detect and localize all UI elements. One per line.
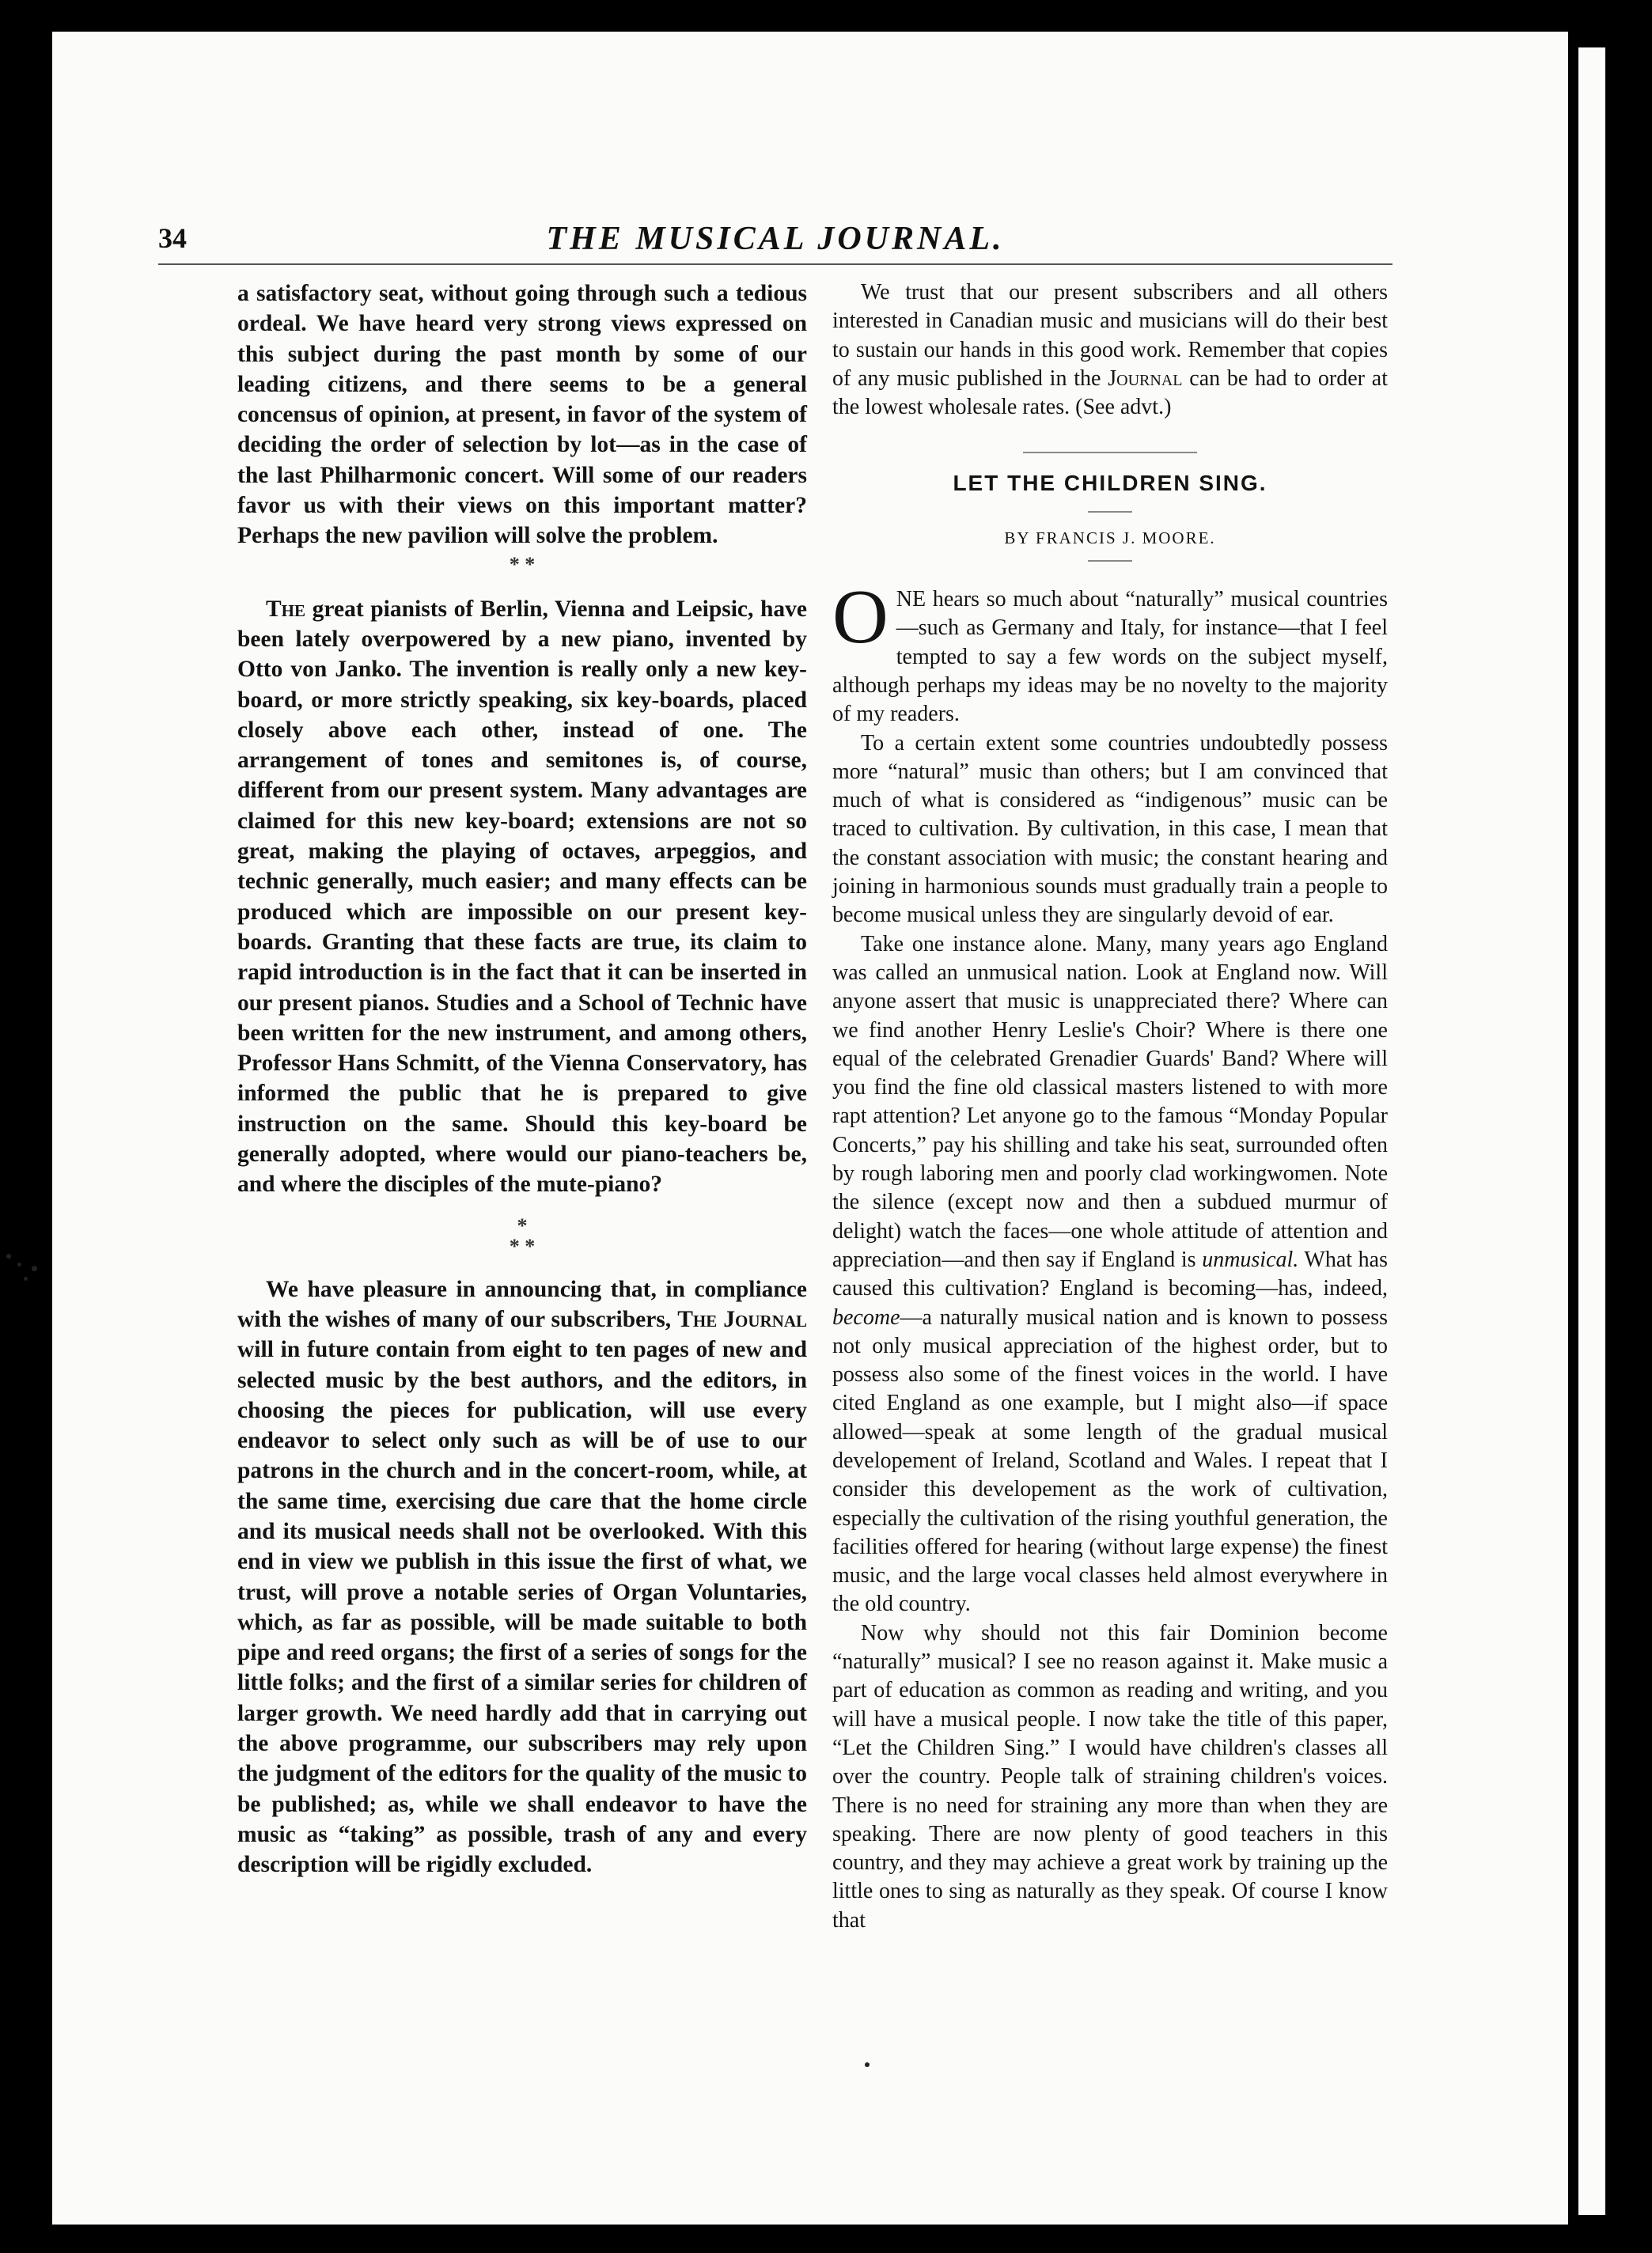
emphasis-unmusical: unmusical. bbox=[1202, 1247, 1299, 1272]
scan-speck bbox=[32, 1266, 37, 1271]
paragraph-janko-piano bbox=[237, 594, 807, 1200]
adjacent-page-edge bbox=[1578, 47, 1605, 2215]
paragraph-announcement bbox=[237, 1274, 807, 1880]
article-paragraph-3 bbox=[832, 930, 1388, 1619]
subscribers-start: We trust that our present subscribers and all others interested in Canadian music and musicians will do their best to sustain our hands in this good work. Remember that copies of any music published in the bbox=[832, 280, 1388, 391]
opening-caps: NE bbox=[896, 587, 926, 612]
scan-speck bbox=[17, 1263, 21, 1267]
section-asterisks: * * bbox=[509, 552, 536, 576]
paragraph-subscribers bbox=[832, 278, 1388, 422]
article-paragraph-4: Now why should not this fair Dominion become “naturally” musical? I see no reason against it. Make music a part of education as common as reading and writing, and you will have a musical people. I now take the title of this paper, “Let the Children Sing.” I would have children's classes all over the country. People talk of straining children's voices. There is no need for straining any more than when they are speaking. There are now plenty of good teachers in this country, and they may achieve a great work by training up the little ones to sing as naturally as they speak. Of course I know that bbox=[832, 1620, 1388, 1933]
paragraph-lead-word: The bbox=[266, 596, 306, 622]
paragraph-3-part-a: Take one instance alone. Many, many years ago England was called an unmusical nation. Look at England now. Will anyone assert that music is unappreciated there? Where can we find another Henry Leslie's Choir? Where is there one equal of the celebrated Grenadier Guards' Band? Where will you find the fine old classical masters listened to with more rapt attention? Let anyone go to the famous “Monday Popular Concerts,” pay his shilling and take his seat, surrounded often by rough laboring men and poorly clad workingwomen. Note the silence (except now and then a subdued murmur of delight) watch the faces—one whole attitude of attention and appreciation—and then say if England is bbox=[832, 931, 1388, 1272]
paragraph-3-part-c: —a naturally musical nation and is known to possess not only musical appreciation of the highest order, but to possess also some of the finest voices in the world. I have cited England as one example, but I might also—if space allowed—speak at some length of the gradual musical developement of Ireland, Scotland and Wales. I repeat that I consider this developement as the work of cultivation, especially the cultivation of the rising youthful generation, the facilities offered for hearing (without large expense) the finest music, and the large vocal classes held almost everywhere in the old country. bbox=[832, 1304, 1388, 1617]
journal-name-right: Journal bbox=[1108, 365, 1183, 391]
right-column bbox=[832, 278, 1388, 1935]
journal-title: THE MUSICAL JOURNAL. bbox=[546, 221, 1005, 257]
article-paragraph-1 bbox=[832, 574, 1388, 729]
left-column bbox=[237, 278, 807, 1880]
header-rule bbox=[158, 263, 1392, 265]
divider-rule bbox=[1023, 452, 1197, 453]
emphasis-become: become bbox=[832, 1304, 900, 1330]
asterism-bottom: * * bbox=[509, 1234, 536, 1258]
journal-name: The Journal bbox=[677, 1306, 807, 1332]
section-asterisks-2 bbox=[237, 1216, 807, 1257]
asterism-top: * bbox=[517, 1214, 528, 1237]
title-rule bbox=[1088, 511, 1132, 513]
scan-speck bbox=[6, 1254, 11, 1259]
paragraph-3-part-b: What has caused this cultivation? England is becoming—has, indeed, bbox=[832, 1247, 1389, 1301]
paragraph-janko-text: great pianists of Berlin, Vienna and Leipsic, have been lately overpowered by a new piano, invented by Otto von Janko. The invention is really only a new key-board, or more strictly speaking, six key-boards, placed closely above each other, instead of one. The arrangement of tones and semitones is, of course, different from our present system. Many advantages are claimed for this new key-board; extensions are not so great, making the playing of octaves, arpeggios, and technic generally, much easier; and many effects can be produced which are impossible on our present key-boards. Granting that these facts are true, its claim to rapid introduction is in the fact that it can be inserted in our present pianos. Studies and a School of Technic have been written for the new instrument, and among others, Professor Hans Schmitt, of the Vienna Conservatory, has informed the public that he is prepared to give instruction on the same. Should this key-board be generally adopted, where would our piano-teachers be, and where the disciples of the mute-piano? bbox=[237, 596, 807, 1198]
page-header bbox=[158, 214, 1392, 261]
page-number: 34 bbox=[158, 222, 187, 254]
byline-rule bbox=[1088, 560, 1132, 562]
announcement-rest: will in future contain from eight to ten pages of new and selected music by the best authors, and the editors, in choosing the pieces for publication, will use every endeavor to select only such as will be of use to our patrons in the church and in the concert-room, while, at the same time, exercising due care that the home circle and its musical needs shall not be overlooked. With this end in view we publish in this issue the first of what, we trust, will prove a notable series of Organ Voluntaries, which, as far as possible, will be made suitable to both pipe and reed organs; the first of a series of songs for the little folks; and the first of a similar series for children of larger growth. We need hardly add that in carrying out the above programme, our subscribers may rely upon the judgment of the editors for the quality of the music to be published; as, while we shall endeavor to have the music as “taking” as possible, trash of any and every description will be rigidly excluded. bbox=[237, 1337, 807, 1878]
scan-speck bbox=[24, 1277, 28, 1281]
announcement-start: We have pleasure in announcing that, in compliance with the wishes of many of our subscribers, bbox=[237, 1276, 807, 1332]
article-paragraph-1-text: hears so much about “naturally” musical countries—such as Germany and Italy, for instance—that I feel tempted to say a few words on the subject myself, although perhaps my ideas may be no novelty to the majority of my readers. bbox=[832, 587, 1388, 727]
article-title: LET THE CHILDREN SING. bbox=[953, 471, 1267, 496]
drop-cap: O bbox=[832, 574, 889, 661]
paragraph-seating: a satisfactory seat, without going through such a tedious ordeal. We have heard very strong views expressed on this subject during the past month by some of our leading citizens, and there seems to be a general concensus of opinion, at present, in favor of the system of deciding the order of selection by lot—as in the case of the last Philharmonic concert. Will some of our readers favor us with their views on this important matter? Perhaps the new pavilion will solve the problem. bbox=[237, 281, 807, 549]
scan-speck bbox=[865, 2062, 870, 2067]
subscribers-rest: can be had to order at the lowest wholesale rates. (See advt.) bbox=[832, 365, 1388, 420]
article-paragraph-2: To a certain extent some countries undoubtedly possess more “natural” music than others; but I am convinced that much of what is considered as “indigenous” music can be traced to cultivation. By cultivation, in this case, I mean that the constant association with music; the constant hearing and joining in harmonious sounds must gradually train a people to become musical unless they are singularly devoid of ear. bbox=[832, 730, 1388, 928]
article-byline: BY FRANCIS J. MOORE. bbox=[1004, 528, 1216, 547]
